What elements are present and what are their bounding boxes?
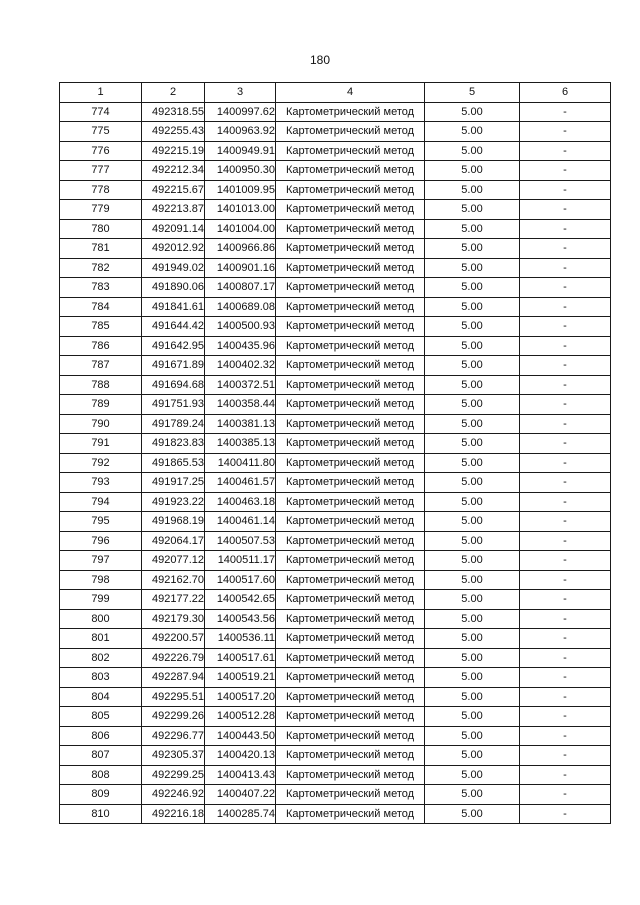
precision-cell: 5.00 <box>425 414 520 434</box>
precision-cell: 5.00 <box>425 453 520 473</box>
note-cell: - <box>520 473 611 493</box>
precision-cell: 5.00 <box>425 102 520 122</box>
y-coordinate-cell: 1400407.22 <box>205 785 276 805</box>
note-cell: - <box>520 453 611 473</box>
page-number: 180 <box>309 53 331 67</box>
precision-cell: 5.00 <box>425 746 520 766</box>
table-row <box>60 102 611 122</box>
point-number-cell: 799 <box>60 590 142 610</box>
method-cell: Картометрический метод <box>276 102 425 122</box>
note-cell: - <box>520 395 611 415</box>
y-coordinate-cell: 1400950.30 <box>205 161 276 181</box>
y-coordinate-cell: 1400542.65 <box>205 590 276 610</box>
method-cell: Картометрический метод <box>276 258 425 278</box>
precision-cell: 5.00 <box>425 687 520 707</box>
column-header-6: 6 <box>520 83 611 103</box>
note-cell: - <box>520 570 611 590</box>
precision-cell: 5.00 <box>425 785 520 805</box>
note-cell: - <box>520 278 611 298</box>
y-coordinate-cell: 1400517.20 <box>205 687 276 707</box>
y-coordinate-cell: 1400402.32 <box>205 356 276 376</box>
table-row <box>60 434 611 454</box>
method-cell: Картометрический метод <box>276 473 425 493</box>
table-row <box>60 668 611 688</box>
x-coordinate-cell: 492064.17 <box>142 531 205 551</box>
table-row <box>60 122 611 142</box>
x-coordinate-cell: 492177.22 <box>142 590 205 610</box>
method-cell: Картометрический метод <box>276 414 425 434</box>
x-coordinate-cell: 492212.34 <box>142 161 205 181</box>
x-coordinate-cell: 491917.25 <box>142 473 205 493</box>
method-cell: Картометрический метод <box>276 122 425 142</box>
method-cell: Картометрический метод <box>276 278 425 298</box>
point-number-cell: 795 <box>60 512 142 532</box>
point-number-cell: 810 <box>60 804 142 824</box>
note-cell: - <box>520 609 611 629</box>
column-header-2: 2 <box>142 83 205 103</box>
note-cell: - <box>520 531 611 551</box>
y-coordinate-cell: 1400807.17 <box>205 278 276 298</box>
table-row <box>60 219 611 239</box>
y-coordinate-cell: 1400358.44 <box>205 395 276 415</box>
method-cell: Картометрический метод <box>276 219 425 239</box>
y-coordinate-cell: 1400413.43 <box>205 765 276 785</box>
note-cell: - <box>520 102 611 122</box>
point-number-cell: 788 <box>60 375 142 395</box>
y-coordinate-cell: 1400372.51 <box>205 375 276 395</box>
table-row <box>60 317 611 337</box>
point-number-cell: 806 <box>60 726 142 746</box>
y-coordinate-cell: 1400901.16 <box>205 258 276 278</box>
x-coordinate-cell: 492077.12 <box>142 551 205 571</box>
precision-cell: 5.00 <box>425 473 520 493</box>
point-number-cell: 802 <box>60 648 142 668</box>
method-cell: Картометрический метод <box>276 726 425 746</box>
y-coordinate-cell: 1400543.56 <box>205 609 276 629</box>
y-coordinate-cell: 1401004.00 <box>205 219 276 239</box>
table-row <box>60 200 611 220</box>
precision-cell: 5.00 <box>425 609 520 629</box>
point-number-cell: 784 <box>60 297 142 317</box>
method-cell: Картометрический метод <box>276 434 425 454</box>
x-coordinate-cell: 492287.94 <box>142 668 205 688</box>
table-row <box>60 473 611 493</box>
point-number-cell: 807 <box>60 746 142 766</box>
note-cell: - <box>520 687 611 707</box>
precision-cell: 5.00 <box>425 317 520 337</box>
method-cell: Картометрический метод <box>276 629 425 649</box>
precision-cell: 5.00 <box>425 395 520 415</box>
note-cell: - <box>520 785 611 805</box>
point-number-cell: 787 <box>60 356 142 376</box>
precision-cell: 5.00 <box>425 804 520 824</box>
coordinates-table <box>59 82 611 824</box>
method-cell: Картометрический метод <box>276 551 425 571</box>
precision-cell: 5.00 <box>425 258 520 278</box>
table-row <box>60 765 611 785</box>
x-coordinate-cell: 492296.77 <box>142 726 205 746</box>
method-cell: Картометрический метод <box>276 785 425 805</box>
method-cell: Картометрический метод <box>276 453 425 473</box>
note-cell: - <box>520 590 611 610</box>
precision-cell: 5.00 <box>425 141 520 161</box>
x-coordinate-cell: 492091.14 <box>142 219 205 239</box>
y-coordinate-cell: 1400420.13 <box>205 746 276 766</box>
precision-cell: 5.00 <box>425 297 520 317</box>
point-number-cell: 779 <box>60 200 142 220</box>
x-coordinate-cell: 492299.26 <box>142 707 205 727</box>
table-row <box>60 726 611 746</box>
precision-cell: 5.00 <box>425 122 520 142</box>
note-cell: - <box>520 804 611 824</box>
point-number-cell: 793 <box>60 473 142 493</box>
note-cell: - <box>520 726 611 746</box>
point-number-cell: 796 <box>60 531 142 551</box>
note-cell: - <box>520 629 611 649</box>
point-number-cell: 783 <box>60 278 142 298</box>
table-row <box>60 356 611 376</box>
method-cell: Картометрический метод <box>276 180 425 200</box>
x-coordinate-cell: 492255.43 <box>142 122 205 142</box>
table-row <box>60 512 611 532</box>
y-coordinate-cell: 1400966.86 <box>205 239 276 259</box>
point-number-cell: 794 <box>60 492 142 512</box>
precision-cell: 5.00 <box>425 551 520 571</box>
point-number-cell: 790 <box>60 414 142 434</box>
column-header-3: 3 <box>205 83 276 103</box>
x-coordinate-cell: 491968.19 <box>142 512 205 532</box>
x-coordinate-cell: 491644.42 <box>142 317 205 337</box>
method-cell: Картометрический метод <box>276 609 425 629</box>
x-coordinate-cell: 491841.61 <box>142 297 205 317</box>
precision-cell: 5.00 <box>425 200 520 220</box>
table-row <box>60 258 611 278</box>
precision-cell: 5.00 <box>425 765 520 785</box>
x-coordinate-cell: 492216.18 <box>142 804 205 824</box>
precision-cell: 5.00 <box>425 531 520 551</box>
table-row <box>60 336 611 356</box>
table-row <box>60 590 611 610</box>
table-row <box>60 804 611 824</box>
y-coordinate-cell: 1400519.21 <box>205 668 276 688</box>
table-row <box>60 492 611 512</box>
table-row <box>60 629 611 649</box>
y-coordinate-cell: 1401009.95 <box>205 180 276 200</box>
note-cell: - <box>520 414 611 434</box>
method-cell: Картометрический метод <box>276 297 425 317</box>
note-cell: - <box>520 239 611 259</box>
method-cell: Картометрический метод <box>276 375 425 395</box>
precision-cell: 5.00 <box>425 278 520 298</box>
x-coordinate-cell: 491789.24 <box>142 414 205 434</box>
precision-cell: 5.00 <box>425 161 520 181</box>
point-number-cell: 781 <box>60 239 142 259</box>
point-number-cell: 800 <box>60 609 142 629</box>
table-row <box>60 395 611 415</box>
precision-cell: 5.00 <box>425 590 520 610</box>
point-number-cell: 774 <box>60 102 142 122</box>
x-coordinate-cell: 492226.79 <box>142 648 205 668</box>
x-coordinate-cell: 492295.51 <box>142 687 205 707</box>
point-number-cell: 797 <box>60 551 142 571</box>
method-cell: Картометрический метод <box>276 161 425 181</box>
point-number-cell: 804 <box>60 687 142 707</box>
precision-cell: 5.00 <box>425 375 520 395</box>
table-row <box>60 707 611 727</box>
method-cell: Картометрический метод <box>276 570 425 590</box>
x-coordinate-cell: 491642.95 <box>142 336 205 356</box>
note-cell: - <box>520 434 611 454</box>
y-coordinate-cell: 1400385.13 <box>205 434 276 454</box>
table-row <box>60 375 611 395</box>
x-coordinate-cell: 491823.83 <box>142 434 205 454</box>
y-coordinate-cell: 1400536.11 <box>205 629 276 649</box>
method-cell: Картометрический метод <box>276 590 425 610</box>
point-number-cell: 785 <box>60 317 142 337</box>
method-cell: Картометрический метод <box>276 531 425 551</box>
y-coordinate-cell: 1400512.28 <box>205 707 276 727</box>
method-cell: Картометрический метод <box>276 512 425 532</box>
precision-cell: 5.00 <box>425 239 520 259</box>
note-cell: - <box>520 141 611 161</box>
y-coordinate-cell: 1400411.80 <box>205 453 276 473</box>
point-number-cell: 801 <box>60 629 142 649</box>
column-header-1: 1 <box>60 83 142 103</box>
note-cell: - <box>520 336 611 356</box>
note-cell: - <box>520 765 611 785</box>
precision-cell: 5.00 <box>425 219 520 239</box>
precision-cell: 5.00 <box>425 570 520 590</box>
point-number-cell: 808 <box>60 765 142 785</box>
x-coordinate-cell: 492200.57 <box>142 629 205 649</box>
note-cell: - <box>520 161 611 181</box>
point-number-cell: 798 <box>60 570 142 590</box>
x-coordinate-cell: 491694.68 <box>142 375 205 395</box>
note-cell: - <box>520 317 611 337</box>
x-coordinate-cell: 492215.67 <box>142 180 205 200</box>
precision-cell: 5.00 <box>425 707 520 727</box>
method-cell: Картометрический метод <box>276 200 425 220</box>
x-coordinate-cell: 491923.22 <box>142 492 205 512</box>
method-cell: Картометрический метод <box>276 707 425 727</box>
point-number-cell: 786 <box>60 336 142 356</box>
table-row <box>60 609 611 629</box>
x-coordinate-cell: 491890.06 <box>142 278 205 298</box>
note-cell: - <box>520 551 611 571</box>
column-header-5: 5 <box>425 83 520 103</box>
column-header-4: 4 <box>276 83 425 103</box>
table-row <box>60 239 611 259</box>
precision-cell: 5.00 <box>425 336 520 356</box>
note-cell: - <box>520 746 611 766</box>
method-cell: Картометрический метод <box>276 492 425 512</box>
precision-cell: 5.00 <box>425 648 520 668</box>
precision-cell: 5.00 <box>425 629 520 649</box>
point-number-cell: 792 <box>60 453 142 473</box>
precision-cell: 5.00 <box>425 180 520 200</box>
method-cell: Картометрический метод <box>276 336 425 356</box>
y-coordinate-cell: 1400689.08 <box>205 297 276 317</box>
x-coordinate-cell: 492012.92 <box>142 239 205 259</box>
point-number-cell: 805 <box>60 707 142 727</box>
note-cell: - <box>520 200 611 220</box>
y-coordinate-cell: 1400949.91 <box>205 141 276 161</box>
x-coordinate-cell: 491751.93 <box>142 395 205 415</box>
precision-cell: 5.00 <box>425 492 520 512</box>
y-coordinate-cell: 1400461.14 <box>205 512 276 532</box>
table-row <box>60 141 611 161</box>
precision-cell: 5.00 <box>425 512 520 532</box>
table-row <box>60 785 611 805</box>
method-cell: Картометрический метод <box>276 141 425 161</box>
y-coordinate-cell: 1400435.96 <box>205 336 276 356</box>
note-cell: - <box>520 219 611 239</box>
note-cell: - <box>520 648 611 668</box>
precision-cell: 5.00 <box>425 726 520 746</box>
x-coordinate-cell: 492299.25 <box>142 765 205 785</box>
table-row <box>60 570 611 590</box>
table-row <box>60 414 611 434</box>
x-coordinate-cell: 492162.70 <box>142 570 205 590</box>
point-number-cell: 791 <box>60 434 142 454</box>
x-coordinate-cell: 492213.87 <box>142 200 205 220</box>
method-cell: Картометрический метод <box>276 746 425 766</box>
method-cell: Картометрический метод <box>276 668 425 688</box>
method-cell: Картометрический метод <box>276 765 425 785</box>
table-row <box>60 180 611 200</box>
table-row <box>60 746 611 766</box>
point-number-cell: 775 <box>60 122 142 142</box>
precision-cell: 5.00 <box>425 356 520 376</box>
note-cell: - <box>520 180 611 200</box>
method-cell: Картометрический метод <box>276 804 425 824</box>
table-row <box>60 551 611 571</box>
y-coordinate-cell: 1400511.17 <box>205 551 276 571</box>
point-number-cell: 778 <box>60 180 142 200</box>
method-cell: Картометрический метод <box>276 356 425 376</box>
method-cell: Картометрический метод <box>276 648 425 668</box>
method-cell: Картометрический метод <box>276 395 425 415</box>
table-body <box>60 102 611 824</box>
y-coordinate-cell: 1400517.61 <box>205 648 276 668</box>
note-cell: - <box>520 297 611 317</box>
table-row <box>60 453 611 473</box>
note-cell: - <box>520 375 611 395</box>
y-coordinate-cell: 1400500.93 <box>205 317 276 337</box>
table-row <box>60 278 611 298</box>
table-row <box>60 531 611 551</box>
x-coordinate-cell: 492305.37 <box>142 746 205 766</box>
note-cell: - <box>520 122 611 142</box>
point-number-cell: 777 <box>60 161 142 181</box>
point-number-cell: 809 <box>60 785 142 805</box>
y-coordinate-cell: 1400963.92 <box>205 122 276 142</box>
x-coordinate-cell: 492318.55 <box>142 102 205 122</box>
x-coordinate-cell: 492246.92 <box>142 785 205 805</box>
note-cell: - <box>520 512 611 532</box>
table-row <box>60 297 611 317</box>
table-row <box>60 648 611 668</box>
point-number-cell: 789 <box>60 395 142 415</box>
y-coordinate-cell: 1400463.18 <box>205 492 276 512</box>
point-number-cell: 803 <box>60 668 142 688</box>
y-coordinate-cell: 1400997.62 <box>205 102 276 122</box>
method-cell: Картометрический метод <box>276 687 425 707</box>
point-number-cell: 782 <box>60 258 142 278</box>
y-coordinate-cell: 1400461.57 <box>205 473 276 493</box>
x-coordinate-cell: 492179.30 <box>142 609 205 629</box>
note-cell: - <box>520 258 611 278</box>
y-coordinate-cell: 1400285.74 <box>205 804 276 824</box>
table-header-row <box>60 83 611 103</box>
y-coordinate-cell: 1400517.60 <box>205 570 276 590</box>
y-coordinate-cell: 1401013.00 <box>205 200 276 220</box>
point-number-cell: 776 <box>60 141 142 161</box>
precision-cell: 5.00 <box>425 434 520 454</box>
note-cell: - <box>520 492 611 512</box>
point-number-cell: 780 <box>60 219 142 239</box>
method-cell: Картометрический метод <box>276 317 425 337</box>
y-coordinate-cell: 1400381.13 <box>205 414 276 434</box>
x-coordinate-cell: 491949.02 <box>142 258 205 278</box>
y-coordinate-cell: 1400443.50 <box>205 726 276 746</box>
note-cell: - <box>520 356 611 376</box>
table-row <box>60 687 611 707</box>
note-cell: - <box>520 707 611 727</box>
precision-cell: 5.00 <box>425 668 520 688</box>
x-coordinate-cell: 491865.53 <box>142 453 205 473</box>
method-cell: Картометрический метод <box>276 239 425 259</box>
x-coordinate-cell: 492215.19 <box>142 141 205 161</box>
note-cell: - <box>520 668 611 688</box>
y-coordinate-cell: 1400507.53 <box>205 531 276 551</box>
table-row <box>60 161 611 181</box>
x-coordinate-cell: 491671.89 <box>142 356 205 376</box>
